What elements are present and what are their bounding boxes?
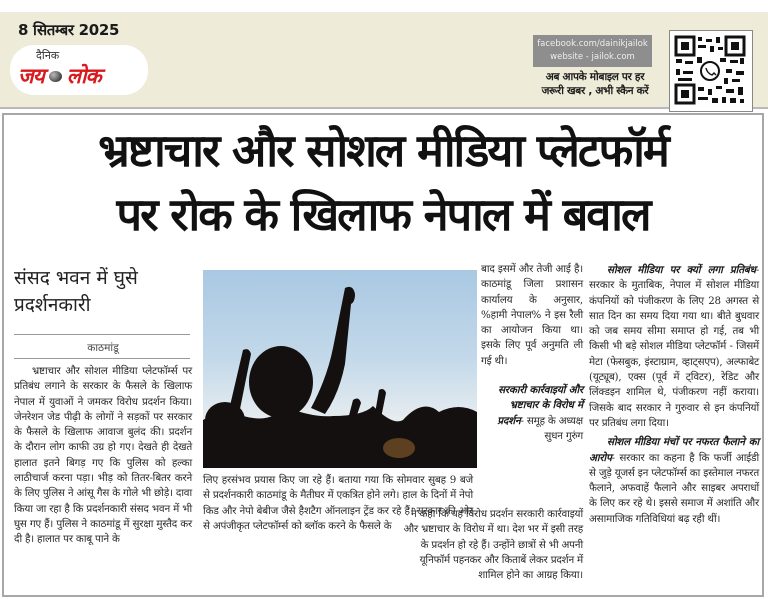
dateline: काठमांडू: [87, 342, 119, 354]
logo-wordmark: [18, 62, 101, 90]
divider: [14, 334, 190, 335]
facebook-link[interactable]: facebook.com/dainikjailok: [537, 39, 648, 49]
divider: [14, 358, 190, 359]
paragraph: लिए हरसंभव प्रयास किए जा रहे हैं। बताया गया कि सोमवार सुबह 9 बजे से प्रदर्शनकारी काठमांडू के मैतीघर में एकत्रित होने लगे। हाल के दिनों में नेपो किड और नेपो बेबीज जैसे हैशटैग ऑनलाइन ट्रेंड कर रहे हैं। सरकार की ओर से अपंजीकृत प्लेटफॉर्म्स को ब्लॉक करने के फैसले के: [203, 474, 473, 532]
logo-prefix: दैनिक: [36, 49, 60, 62]
social-links-box: [533, 35, 652, 67]
headline: [4, 119, 762, 247]
scan-prompt: [530, 70, 660, 98]
logo-word-2: लोक: [66, 64, 101, 88]
column-1-body: [14, 364, 192, 548]
globe-icon: [49, 71, 62, 82]
section-subhead: सरकारी कार्रवाइयों और भ्रष्टाचार के विरोध में प्रदर्शन: [497, 384, 583, 427]
column-3-body-bottom: [400, 507, 583, 583]
section-subhead: सोशल मीडिया पर क्यों लगा प्रतिबंध: [607, 264, 756, 276]
paragraph: [589, 263, 759, 431]
paragraph: बाद इसमें और तेजी आई है। काठमांडू जिला प्रशासन कार्यालय के अनुसार, %हामी नेपाल% ने इस रैली का आयोजन किया था। इसके लिए पूर्व अनुमति ली गई थी।: [481, 263, 583, 367]
section-subhead: सोशल मीडिया मंचों पर नफरत फैलाने का आरोप: [589, 436, 759, 464]
paragraph-text: - सरकार के मुताबिक, नेपाल में सोशल मीडिया कंपनियों को पंजीकरण के लिए 28 अगस्त से सात दिन का समय दिया गया था। बीते बुधवार को जब समय सीमा समाप्त हो गई, तब भी किसी भी बड़े सोशल मीडिया प्लेटफॉर्म - जिसमें मेटा (फेसबुक, इंस्टाग्राम, व्हाट्सएप), अल्फाबेट (यूट्यूब), एक्स (पूर्व में ट्विटर), रेडिट और लिंक्डइन शामिल थे, पंजीकरण नहीं कराया। जिसके बाद सरकार ने गुरुवार से इन कंपनियों पर प्रतिबंध लगा दिया।: [589, 264, 759, 429]
issue-date: 8 सितम्बर 2025: [18, 21, 120, 39]
paragraph-text: - सरकार का कहना है कि फर्जी आईडी से जुड़े यूजर्स इन प्लेटफॉर्म्स का इस्तेमाल नफरत फैलाने, अफवाहें फैलाने और साइबर अपराधों के लिए कर रहे थे। इससे समाज में अशांति और असामाजिक गतिविधियां बढ़ रही थीं।: [589, 451, 759, 525]
paragraph: [481, 383, 583, 444]
protest-photo: [203, 270, 477, 468]
column-4-body: [589, 263, 759, 527]
scan-prompt-line-2: जरूरी खबर , अभी स्कैन करें: [541, 85, 649, 97]
paragraph: भ्रष्टाचार और सोशल मीडिया प्लेटफॉर्म्स पर प्रतिबंध लगाने के सरकार के फैसले के खिलाफ नेपाल में युवाओं ने जमकर विरोध प्रदर्शन किया। जेनरेशन जेड पीढ़ी के लोगों ने सड़कों पर सरकार के फैसले के खिलाफ आवाज बुलंद की। प्रदर्शन के दौरान लोग काफी उग्र हो गए। देखते ही देखते हालात इतने बिगड़ गए कि पुलिस को हल्का लाठीचार्ज करना पड़ा। भीड़ को तितर-बितर करने के लिए पुलिस ने आंसू गैस के गोले भी छोड़े। दावा किया जा रहा है कि प्रदर्शनकारी संसद भवन में भी घुस गए हैं। पुलिस ने काठमांडू में सुरक्षा मुस्तैद कर दी है। हालात पर काबू पाने के: [14, 365, 192, 546]
paragraph: [589, 435, 759, 527]
paragraph: ने कहा कि यह विरोध प्रदर्शन सरकारी कार्रवाइयों और भ्रष्टाचार के विरोध में था। देश भर में इसी तरह के प्रदर्शन हो रहे हैं। उन्होंने छात्रों से भी अपनी यूनिफॉर्म पहनकर और किताबें लेकर प्रदर्शन में शामिल होने का आग्रह किया।: [403, 508, 583, 582]
masthead: [0, 12, 768, 109]
paragraph-text: - समूह के अध्यक्ष सुधन गुरुंग: [520, 414, 583, 442]
website-link[interactable]: website - jailok.com: [550, 52, 635, 62]
logo-word-1: जय: [18, 64, 44, 88]
scan-prompt-line-1: अब आपके मोबाइल पर हर: [545, 71, 645, 83]
protesters-silhouette-image: [203, 270, 477, 468]
newspaper-logo: [10, 45, 148, 95]
column-3-body: [481, 262, 583, 444]
headline-line-2: पर रोक के खिलाफ नेपाल में बवाल: [116, 188, 650, 241]
qr-code-whatsapp-icon[interactable]: [669, 30, 753, 112]
news-article: [2, 113, 764, 597]
headline-line-1: भ्रष्टाचार और सोशल मीडिया प्लेटफॉर्म: [98, 124, 668, 177]
subheadline: संसद भवन में घुसे प्रदर्शनकारी: [14, 267, 138, 316]
